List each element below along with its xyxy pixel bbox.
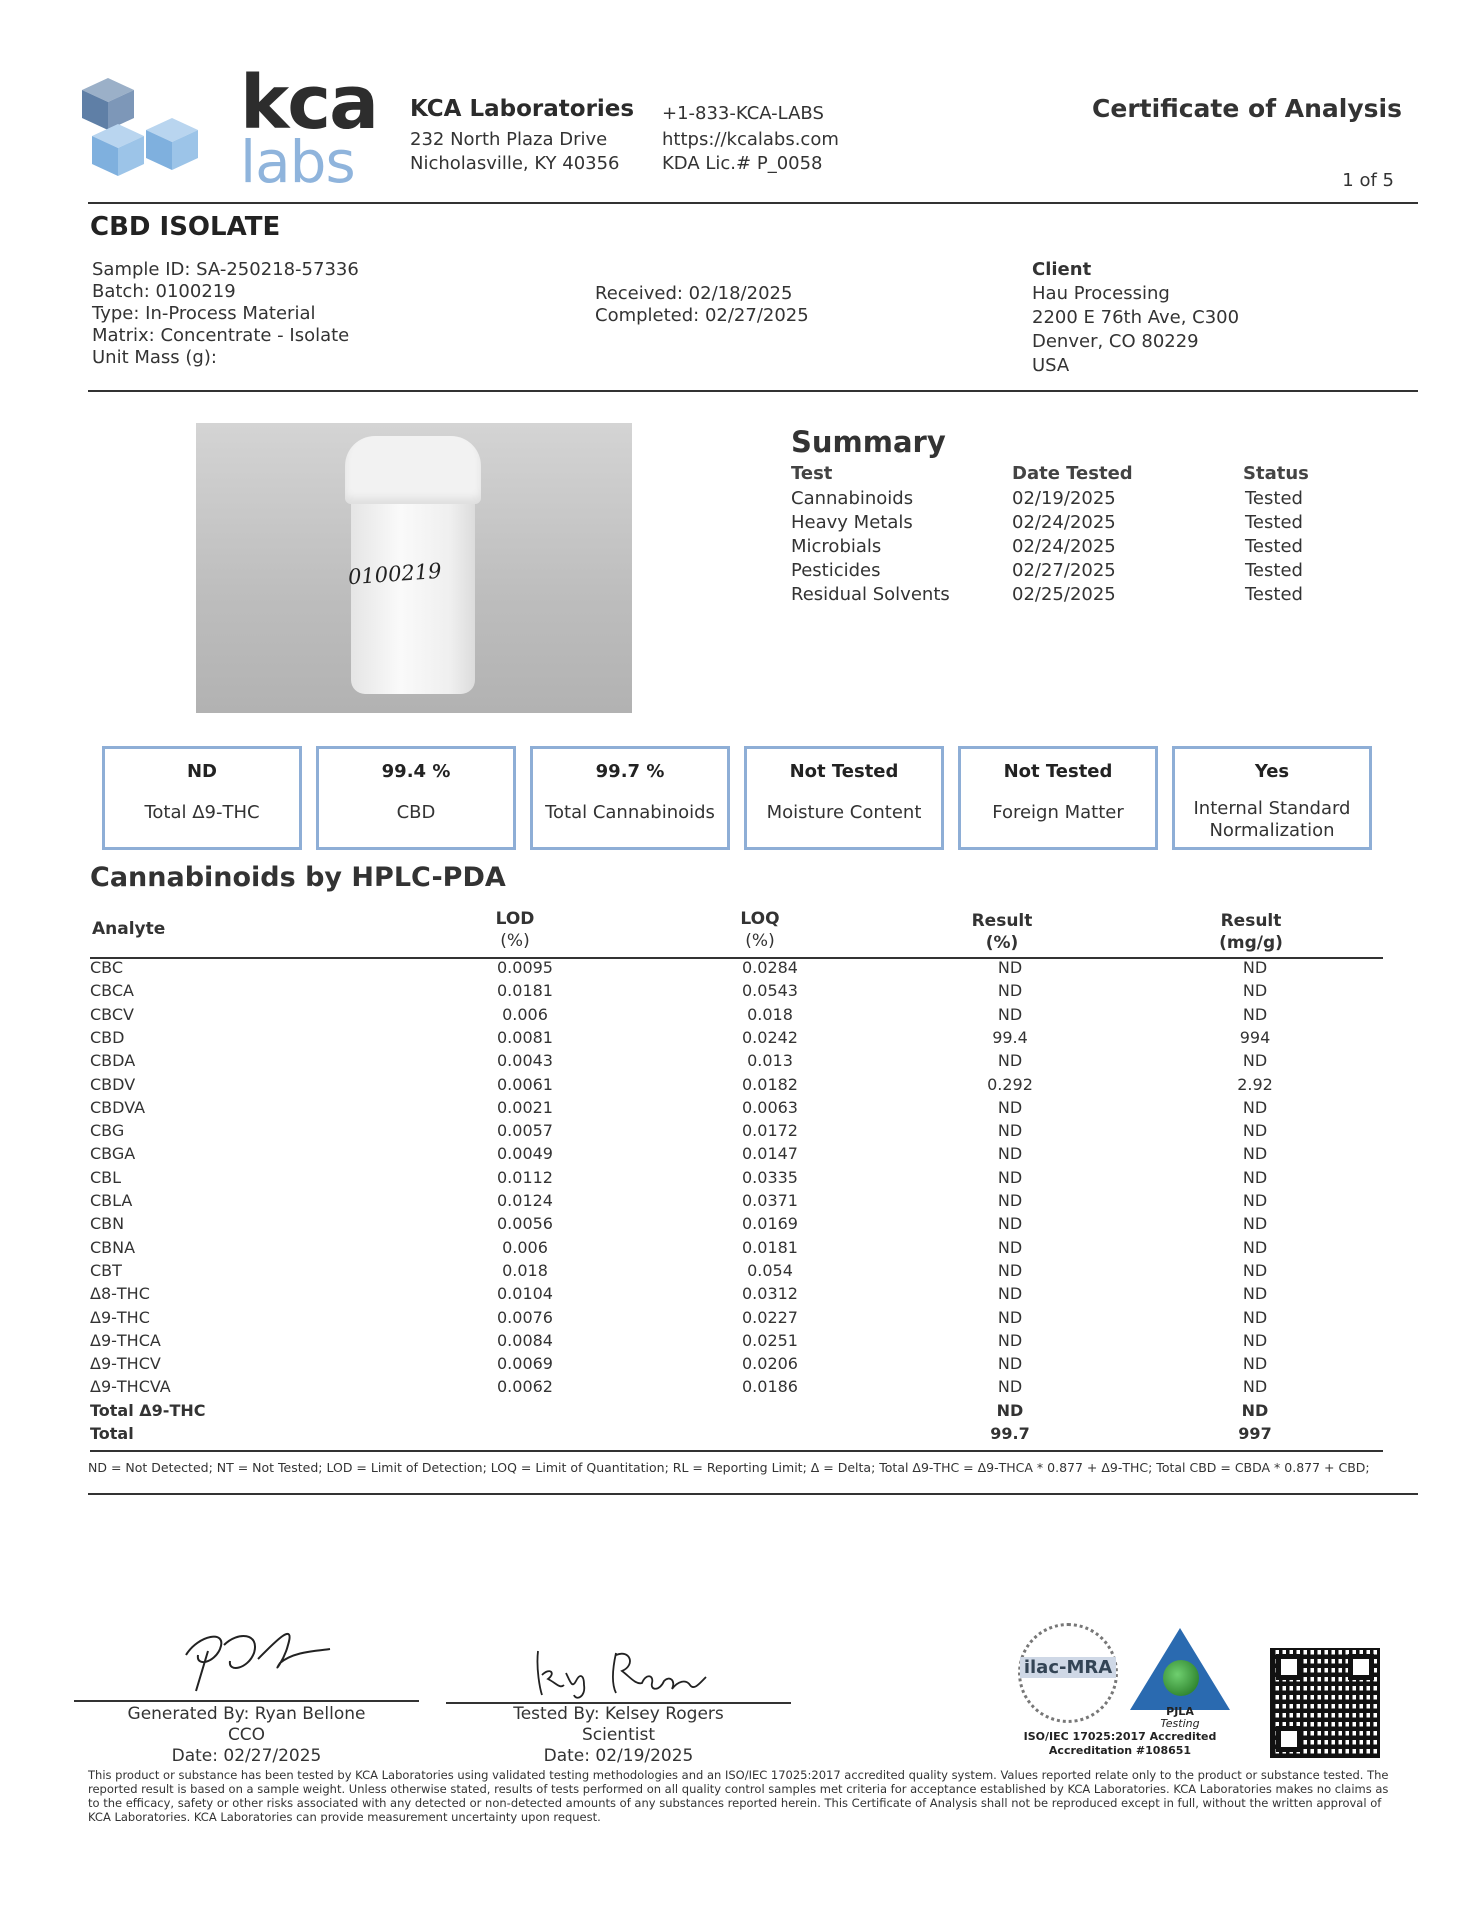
analyte-result-pct: ND (997, 1330, 1023, 1350)
analyte-name: Δ9-THCA (90, 1330, 161, 1350)
analyte-loq: 0.018 (747, 1004, 793, 1024)
col-header-result-mg-name: Result (1220, 911, 1282, 931)
client-country: USA (1032, 355, 1070, 376)
analyte-lod: 0.0021 (497, 1097, 553, 1117)
col-header-lod-name: LOD (495, 909, 535, 929)
analyte-loq: 0.0242 (742, 1027, 798, 1047)
analyte-result-pct: ND (997, 1354, 1023, 1374)
summary-status: Tested (1245, 512, 1303, 533)
analyte-loq: 0.0227 (742, 1307, 798, 1327)
company-logo (72, 60, 378, 196)
table-row (90, 1331, 1390, 1354)
sample-title: CBD ISOLATE (90, 212, 281, 242)
total-result-pct: 99.7 (990, 1424, 1030, 1443)
total-row (90, 1424, 1390, 1447)
lab-address-2: Nicholasville, KY 40356 (410, 153, 620, 174)
table-footnote: ND = Not Detected; NT = Not Tested; LOD = Limit of Detection; LOQ = Limit of Quantitation; RL = Reporting Limit; Δ = Delta; Total Δ9-THC = Δ9-THCA * 0.877 + Δ9-THC; Total CBD = CBDA * 0.877 + CBD; (88, 1460, 1370, 1475)
analyte-loq: 0.0172 (742, 1121, 798, 1141)
summary-header-status: Status (1243, 463, 1309, 484)
analyte-result-mg: ND (1242, 1330, 1268, 1350)
analyte-result-pct: ND (997, 981, 1023, 1001)
received-date: Received: 02/18/2025 (595, 283, 793, 304)
analyte-result-mg: ND (1242, 1167, 1268, 1187)
box-value: 99.4 % (381, 761, 451, 782)
table-row (90, 1028, 1390, 1051)
accreditation-text (1020, 1730, 1220, 1758)
analyte-result-pct: ND (997, 1167, 1023, 1187)
result-box-total-cannabinoids (530, 746, 730, 850)
vial-label: 0100219 (347, 558, 443, 590)
table-row (90, 1261, 1390, 1284)
tested-by-block (446, 1704, 791, 1767)
logo-kca-text: kca (240, 60, 378, 146)
table-row (90, 1377, 1390, 1400)
legal-disclaimer: This product or substance has been tested by KCA Laboratories using validated testing methodologies and an ISO/IEC 17025:2017 accredited quality system. Values reported relate only to the product or substance tested. The reported result is based on a sample weight. Unless otherwise stated, results of tests performed on all quality control samples met criteria for acceptance established by KCA Laboratories. KCA Laboratories makes no claims as to the efficacy, safety or other risks associated with any detected or non-detected amounts of any substances reported herein. This Certificate of Analysis shall not be reproduced except in full, without the written approval of KCA Laboratories. KCA Laboratories can provide measurement uncertainty upon request. (88, 1768, 1389, 1824)
col-header-result-name: Result (971, 911, 1033, 931)
analyte-loq: 0.054 (747, 1260, 793, 1280)
col-header-analyte: Analyte (92, 919, 166, 939)
analyte-name: CBC (90, 958, 124, 977)
summary-test: Microbials (791, 536, 882, 557)
table-row (90, 1284, 1390, 1307)
table-row (90, 1098, 1390, 1121)
analyte-lod: 0.0124 (497, 1191, 553, 1210)
sample-info (92, 259, 359, 369)
box-value: 99.7 % (595, 761, 665, 782)
analyte-name: Δ9-THC (90, 1307, 150, 1327)
analyte-lod: 0.0076 (497, 1307, 553, 1327)
tested-by-name: Tested By: Kelsey Rogers (513, 1704, 724, 1724)
analyte-result-mg: ND (1242, 1051, 1268, 1071)
summary-status: Tested (1245, 488, 1303, 509)
lab-name: KCA Laboratories (410, 96, 635, 122)
analyte-lod: 0.0049 (497, 1144, 553, 1164)
vial-cap (345, 436, 481, 504)
analyte-lod: 0.0061 (497, 1074, 553, 1094)
result-box-normalization (1172, 746, 1372, 850)
analyte-result-pct: ND (997, 1004, 1023, 1024)
analyte-name: Δ9-THCV (90, 1354, 161, 1374)
summary-test: Cannabinoids (791, 488, 914, 509)
analyte-loq: 0.0284 (742, 958, 798, 977)
table-bottom-divider (90, 1450, 1383, 1452)
table-row (90, 1144, 1390, 1167)
analyte-lod: 0.0043 (497, 1051, 553, 1071)
result-box-moisture (744, 746, 944, 850)
table-row (90, 1121, 1390, 1144)
sample-id: Sample ID: SA-250218-57336 (92, 259, 359, 280)
sample-batch: Batch: 0100219 (92, 281, 236, 302)
analyte-result-mg: ND (1242, 1354, 1268, 1374)
total-result-mg: 997 (1238, 1424, 1272, 1443)
ilac-mra-text: ilac-MRA (1020, 1657, 1116, 1678)
analyte-lod: 0.0181 (497, 981, 553, 1001)
pjla-badge (1150, 1706, 1210, 1730)
lab-website[interactable]: https://kcalabs.com (662, 129, 839, 150)
analyte-result-mg: ND (1242, 958, 1268, 977)
qr-code-icon[interactable] (1270, 1648, 1380, 1758)
analyte-lod: 0.006 (502, 1237, 548, 1257)
analyte-lod: 0.0081 (497, 1027, 553, 1047)
tested-by-role: Scientist (581, 1725, 655, 1745)
analyte-name: Δ8-THC (90, 1284, 150, 1304)
analyte-lod: 0.0069 (497, 1354, 553, 1374)
analyte-result-mg: 994 (1239, 1027, 1271, 1047)
pjla-globe-icon (1163, 1660, 1199, 1696)
analyte-loq: 0.0181 (742, 1237, 798, 1257)
analyte-result-mg: ND (1242, 1004, 1268, 1024)
analyte-loq: 0.0335 (742, 1167, 798, 1187)
summary-test: Residual Solvents (791, 584, 950, 605)
col-header-loq-name: LOQ (740, 909, 780, 929)
summary-date: 02/25/2025 (1012, 584, 1116, 605)
analyte-result-pct: ND (997, 1307, 1023, 1327)
table-row (90, 981, 1390, 1004)
logo-labs-text: labs (240, 128, 355, 196)
analyte-result-mg: ND (1242, 1097, 1268, 1117)
summary-header-date: Date Tested (1012, 463, 1133, 484)
analyte-name: CBD (90, 1027, 125, 1047)
result-box-foreign-matter (958, 746, 1158, 850)
client-name: Hau Processing (1032, 283, 1170, 304)
box-value: Not Tested (789, 761, 899, 782)
summary-date: 02/24/2025 (1012, 536, 1116, 557)
analyte-name: CBDV (90, 1074, 136, 1094)
box-label: Moisture Content (766, 802, 922, 823)
analyte-result-mg: ND (1242, 1121, 1268, 1141)
lab-license: KDA Lic.# P_0058 (662, 153, 823, 174)
qr-finder (1276, 1654, 1302, 1680)
analyte-lod: 0.018 (502, 1260, 548, 1280)
analyte-result-pct: ND (997, 1260, 1023, 1280)
result-box-cbd (316, 746, 516, 850)
analyte-result-mg: ND (1242, 1377, 1268, 1397)
analyte-loq: 0.0186 (742, 1377, 798, 1397)
analyte-result-mg: ND (1242, 1144, 1268, 1164)
col-header-result-pct (952, 910, 1052, 954)
col-header-result-unit: (%) (985, 933, 1019, 953)
generated-by-role: CCO (227, 1725, 266, 1745)
summary-date: 02/24/2025 (1012, 512, 1116, 533)
analyte-loq: 0.0206 (742, 1354, 798, 1374)
table-row (90, 1075, 1390, 1098)
analyte-result-pct: ND (997, 1097, 1023, 1117)
table-row (90, 958, 1390, 981)
box-label: Internal Standard Normalization (1193, 798, 1351, 841)
analyte-result-pct: ND (997, 958, 1023, 977)
accreditation-number: Accreditation #108651 (1048, 1744, 1192, 1757)
analyte-lod: 0.0057 (497, 1121, 553, 1141)
analyte-lod: 0.0056 (497, 1214, 553, 1234)
generated-by-name: Generated By: Ryan Bellone (127, 1704, 366, 1724)
analyte-loq: 0.0147 (742, 1144, 798, 1164)
box-value: Not Tested (1003, 761, 1113, 782)
analyte-result-pct: ND (997, 1284, 1023, 1304)
summary-test: Pesticides (791, 560, 881, 581)
table-row (90, 1051, 1390, 1074)
col-header-result-mg (1196, 910, 1306, 954)
analyte-loq: 0.0371 (742, 1191, 798, 1210)
tested-by-date: Date: 02/19/2025 (543, 1746, 694, 1766)
table-row (90, 1214, 1390, 1237)
table-row (90, 1168, 1390, 1191)
analyte-result-pct: 0.292 (987, 1074, 1033, 1094)
analyte-name: CBT (90, 1260, 122, 1280)
qr-finder (1348, 1654, 1374, 1680)
analyte-result-pct: ND (997, 1051, 1023, 1071)
table-row (90, 1005, 1390, 1028)
box-label: Foreign Matter (992, 802, 1124, 823)
analyte-result-pct: ND (997, 1214, 1023, 1234)
analyte-name: CBDVA (90, 1097, 146, 1117)
cube-logo-icon (72, 72, 212, 192)
vial-body (351, 498, 475, 694)
summary-title: Summary (791, 425, 946, 459)
analyte-result-mg: ND (1242, 1260, 1268, 1280)
generated-by-date: Date: 02/27/2025 (171, 1746, 322, 1766)
box-value: Yes (1254, 761, 1290, 782)
signature-ryan-bellone (168, 1615, 338, 1695)
table-row (90, 1191, 1390, 1214)
completed-date: Completed: 02/27/2025 (595, 305, 809, 326)
analyte-result-pct: 99.4 (992, 1027, 1028, 1047)
analyte-name: CBLA (90, 1191, 133, 1210)
pjla-sub-text: Testing (1160, 1717, 1200, 1730)
col-header-loq-unit: (%) (745, 931, 775, 951)
analyte-name: CBCV (90, 1004, 134, 1024)
total-result-pct: ND (996, 1400, 1024, 1420)
sample-matrix: Matrix: Concentrate - Isolate (92, 325, 350, 346)
table-row (90, 1308, 1390, 1331)
pjla-text: PJLA (1166, 1705, 1194, 1718)
generated-by-block (74, 1704, 419, 1767)
box-label: CBD (396, 802, 436, 823)
summary-status: Tested (1245, 560, 1303, 581)
summary-date: 02/19/2025 (1012, 488, 1116, 509)
analyte-result-mg: ND (1242, 1191, 1268, 1210)
client-heading: Client (1032, 259, 1092, 280)
analyte-loq: 0.0543 (742, 981, 798, 1001)
analyte-result-pct: ND (997, 1377, 1023, 1397)
summary-date: 02/27/2025 (1012, 560, 1116, 581)
analyte-name: CBN (90, 1214, 125, 1234)
total-name: Total Δ9-THC (90, 1400, 206, 1420)
page-number: 1 of 5 (1342, 170, 1394, 191)
col-header-loq (715, 908, 805, 952)
lab-address-1: 232 North Plaza Drive (410, 129, 608, 150)
analyte-loq: 0.0312 (742, 1284, 798, 1304)
analyte-result-mg: ND (1242, 1284, 1268, 1304)
result-box-total-thc (102, 746, 302, 850)
analyte-lod: 0.0095 (497, 958, 553, 977)
table-row (90, 1354, 1390, 1377)
client-block (1032, 258, 1239, 378)
qr-finder (1276, 1726, 1302, 1752)
client-city: Denver, CO 80229 (1032, 331, 1199, 352)
analyte-name: CBGA (90, 1144, 136, 1164)
analyte-lod: 0.0084 (497, 1330, 553, 1350)
iso-accreditation: ISO/IEC 17025:2017 Accredited (1023, 1730, 1217, 1743)
signature-kelsey-rogers (530, 1645, 710, 1700)
box-label: Total Cannabinoids (545, 802, 715, 823)
footnote-divider (88, 1493, 1418, 1495)
analyte-name: Δ9-THCVA (90, 1377, 171, 1397)
sample-dates (595, 283, 809, 327)
client-street: 2200 E 76th Ave, C300 (1032, 307, 1240, 328)
sample-unit-mass: Unit Mass (g): (92, 347, 217, 368)
analyte-lod: 0.006 (502, 1004, 548, 1024)
analyte-result-mg: ND (1242, 1214, 1268, 1234)
analyte-name: CBG (90, 1121, 125, 1141)
analyte-name: CBCA (90, 981, 134, 1001)
lab-phone: +1-833-KCA-LABS (662, 103, 824, 124)
table-row (90, 1238, 1390, 1261)
analyte-result-mg: ND (1242, 981, 1268, 1001)
analyte-loq: 0.0251 (742, 1330, 798, 1350)
section-title: Cannabinoids by HPLC-PDA (90, 862, 506, 893)
summary-status: Tested (1245, 584, 1303, 605)
box-label: Total Δ9-THC (144, 802, 260, 823)
analyte-lod: 0.0104 (497, 1284, 553, 1304)
analyte-loq: 0.013 (747, 1051, 793, 1071)
total-name: Total (90, 1424, 134, 1443)
analyte-result-mg: 2.92 (1237, 1074, 1273, 1094)
col-header-lod (470, 908, 560, 952)
box-value: ND (186, 761, 217, 782)
analyte-name: CBNA (90, 1237, 136, 1257)
analyte-loq: 0.0063 (742, 1097, 798, 1117)
analyte-result-pct: ND (997, 1237, 1023, 1257)
summary-status: Tested (1245, 536, 1303, 557)
sample-divider (88, 390, 1418, 392)
analyte-result-pct: ND (997, 1144, 1023, 1164)
summary-header-test: Test (791, 463, 833, 484)
col-header-result-mg-unit: (mg/g) (1219, 933, 1283, 953)
analyte-result-mg: ND (1242, 1237, 1268, 1257)
total-result-mg: ND (1241, 1400, 1269, 1420)
analyte-result-mg: ND (1242, 1307, 1268, 1327)
analyte-name: CBL (90, 1167, 122, 1187)
header-divider (88, 202, 1418, 204)
analyte-loq: 0.0169 (742, 1214, 798, 1234)
sample-type: Type: In-Process Material (92, 303, 316, 324)
document-title: Certificate of Analysis (1092, 94, 1402, 123)
summary-test: Heavy Metals (791, 512, 913, 533)
analyte-result-pct: ND (997, 1191, 1023, 1210)
analyte-loq: 0.0182 (742, 1074, 798, 1094)
total-row (90, 1401, 1390, 1424)
analyte-name: CBDA (90, 1051, 136, 1071)
analyte-lod: 0.0062 (497, 1377, 553, 1397)
analyte-lod: 0.0112 (497, 1167, 553, 1187)
analyte-result-pct: ND (997, 1121, 1023, 1141)
col-header-lod-unit: (%) (500, 931, 530, 951)
generated-signature-line (74, 1700, 419, 1702)
